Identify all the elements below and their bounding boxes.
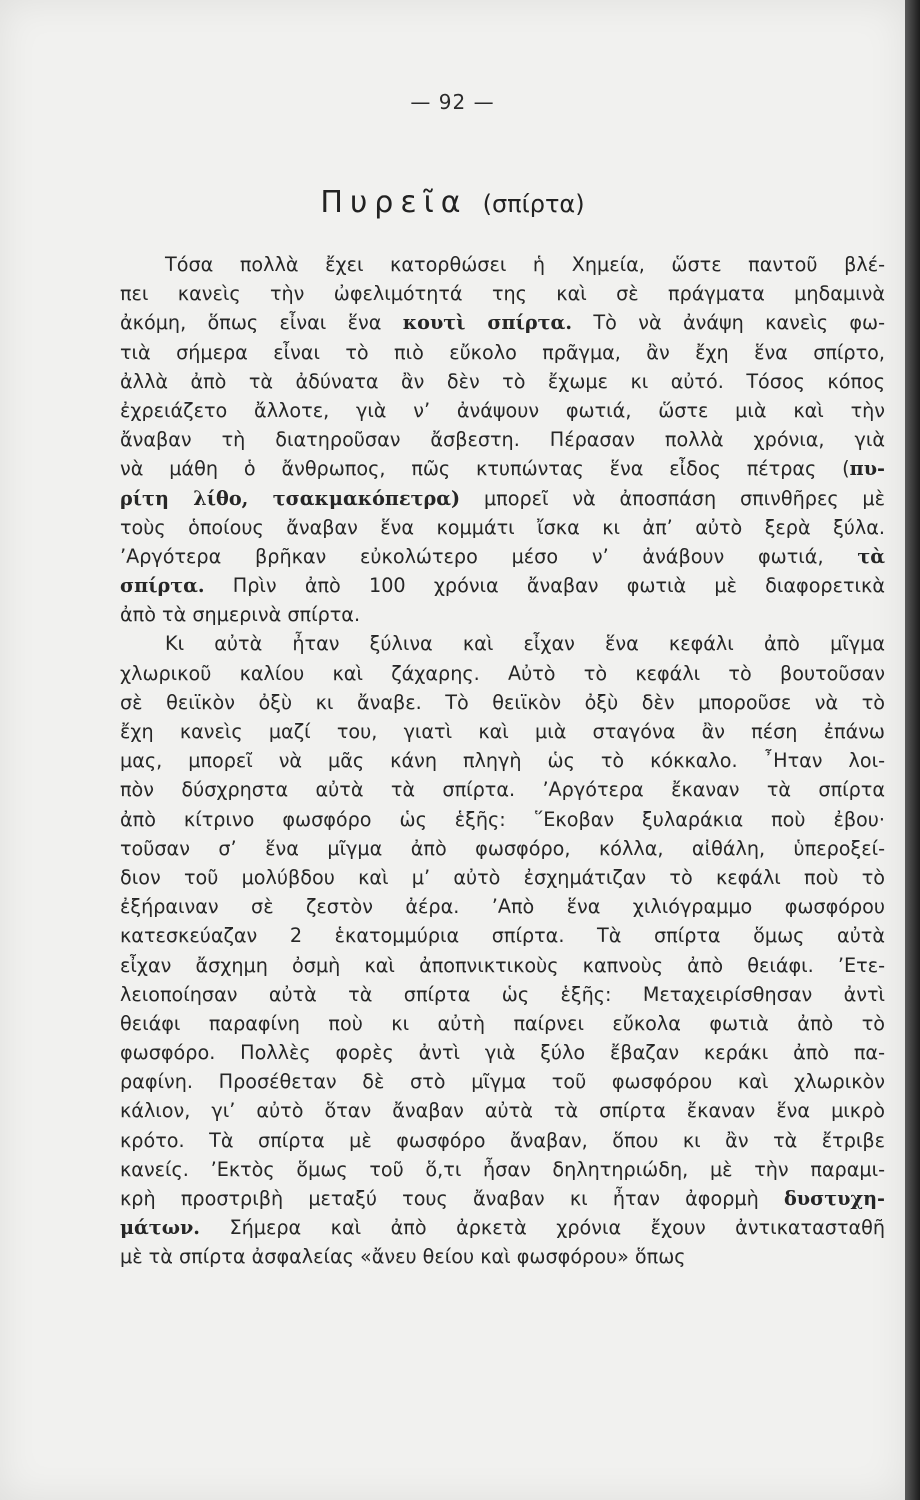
text-run: νὰ μάθη ὁ ἄνθρωπος, πῶς κτυπώντας ἕνα εἶδος πέτρας ( <box>120 457 850 481</box>
text-run: ’Αργότερα βρῆκαν εὐκολώτερο μέσο ν’ ἀνάβουν φωτιά, <box>120 544 858 568</box>
text-run: Κι αὐτὰ ἦταν ξύλινα καὶ εἶχαν ἕνα κεφάλι ἀπὸ μῖγμα <box>165 632 885 656</box>
text-run: χλωρικοῦ καλίου καὶ ζάχαρης. Αὐτὸ τὸ κεφάλι τὸ βουτοῦσαν <box>120 661 885 685</box>
text-line <box>120 396 885 425</box>
title-main: Πυρεῖα <box>320 185 468 220</box>
text-run: λειοποίησαν αὐτὰ τὰ σπίρτα ὡς ἑξῆς: Μεταχειρίσθησαν ἀντὶ <box>120 982 885 1006</box>
text-line <box>120 600 885 629</box>
title-subtitle: (σπίρτα) <box>482 190 585 218</box>
emphasized-text: κουτὶ σπίρτα. <box>402 311 573 335</box>
text-run: Πρὶν ἀπὸ 100 χρόνια ἄναβαν φωτιὰ μὲ διαφορετικὰ <box>204 574 885 598</box>
text-line <box>120 1009 885 1038</box>
text-run: φωσφόρο. Πολλὲς φορὲς ἀντὶ γιὰ ξύλο ἔβαζαν κεράκι ἀπὸ πα- <box>120 1041 885 1065</box>
emphasized-text: δυστυχη- <box>783 1187 885 1210</box>
text-line <box>120 805 885 834</box>
text-line <box>120 863 885 892</box>
text-line <box>120 775 885 804</box>
emphasized-text: τὰ <box>857 544 885 568</box>
text-line <box>120 308 885 337</box>
text-line <box>120 513 885 542</box>
emphasized-text: πυ- <box>849 457 885 481</box>
text-run: μπορεῖ νὰ ἀποσπάση σπινθῆρες μὲ <box>460 486 885 510</box>
text-line <box>120 717 885 746</box>
text-line <box>120 250 885 279</box>
text-line <box>120 454 885 483</box>
text-line <box>120 1242 885 1271</box>
text-run: ἔχη κανεὶς μαζί του, γιατὶ καὶ μιὰ σταγόνα ἂν πέση ἐπάνω <box>120 720 885 743</box>
text-run: μας, μπορεῖ νὰ μᾶς κάνη πληγὴ ὡς τὸ κόκκαλο. ῏Ηταν λοι- <box>120 749 885 773</box>
text-run: εἶχαν ἄσχημη ὀσμὴ καὶ ἀποπνικτικοὺς καπνοὺς ἀπὸ θειάφι. ’Ετε- <box>120 953 885 977</box>
text-line <box>120 1067 885 1096</box>
page-number: — 92 — <box>410 90 495 114</box>
text-line <box>120 980 885 1009</box>
text-run: ραφίνη. Προσέθεταν δὲ στὸ μῖγμα τοῦ φωσφόρου καὶ χλωρικὸν <box>120 1070 885 1094</box>
text-line <box>120 1038 885 1067</box>
text-run: ἐχρειάζετο ἄλλοτε, γιὰ ν’ ἀνάψουν φωτιά, ὥστε μιὰ καὶ τὴν <box>120 398 885 422</box>
text-run: κανείς. ’Εκτὸς ὅμως τοῦ ὅ,τι ἦσαν δηλητηριώδη, μὲ τὴν παραμι- <box>120 1157 885 1181</box>
text-line <box>120 951 885 980</box>
text-line <box>120 1126 885 1155</box>
text-run: Τὸ νὰ ἀνάψη κανεὶς φω- <box>572 311 886 335</box>
text-line <box>120 1096 885 1125</box>
text-run: κρότο. Τὰ σπίρτα μὲ φωσφόρο ἄναβαν, ὅπου κι ἂν τὰ ἔτριβε <box>120 1128 885 1152</box>
text-run: τοῦσαν σ’ ἕνα μῖγμα ἀπὸ φωσφόρο, κόλλα, αἰθάλη, ὑπεροξεί- <box>120 836 885 860</box>
text-line <box>120 629 885 658</box>
text-run: ἀκόμη, ὅπως εἶναι ἕνα <box>120 311 403 335</box>
text-line <box>120 542 885 571</box>
text-run: κάλιον, γι’ αὐτὸ ὅταν ἄναβαν αὐτὰ τὰ σπίρτα ἔκαναν ἕνα μικρὸ <box>120 1099 885 1123</box>
text-line <box>120 1213 885 1242</box>
text-line <box>120 367 885 396</box>
text-run: Τόσα πολλὰ ἔχει κατορθώσει ἡ Χημεία, ὥστε παντοῦ βλέ- <box>165 253 885 276</box>
paragraph <box>120 250 885 629</box>
text-line <box>120 834 885 863</box>
text-run: ἄναβαν τὴ διατηροῦσαν ἄσβεστη. Πέρασαν πολλὰ χρόνια, γιὰ <box>120 428 885 452</box>
text-line <box>120 571 885 600</box>
text-line <box>120 484 885 513</box>
text-line <box>120 921 885 950</box>
body-text <box>120 250 885 1272</box>
text-run: διον τοῦ μολύβδου καὶ μ’ αὐτὸ ἐσχημάτιζαν τὸ κεφάλι ποὺ τὸ <box>120 865 885 889</box>
text-run: ἀπὸ κίτρινο φωσφόρο ὡς ἑξῆς: ῞Εκοβαν ξυλαράκια ποὺ ἐβου· <box>120 807 885 831</box>
text-run: μὲ τὰ σπίρτα ἀσφαλείας «ἄνευ θείου καὶ φωσφόρου» ὅπως <box>120 1245 686 1269</box>
text-line <box>120 279 885 308</box>
text-run: πει κανεὶς τὴν ὠφελιμότητά της καὶ σὲ πράγματα μηδαμινὰ <box>120 282 885 306</box>
text-run: κατεσκεύαζαν 2 ἑκατομμύρια σπίρτα. Τὰ σπίρτα ὅμως αὐτὰ <box>120 924 885 948</box>
text-run: ἐξήραιναν σὲ ζεστὸν ἀέρα. ’Απὸ ἕνα χιλιόγραμμο φωσφόρου <box>120 895 885 919</box>
text-line <box>120 659 885 688</box>
text-line <box>120 338 885 367</box>
emphasized-text: σπίρτα. <box>120 574 205 598</box>
page-edge-shadow <box>905 0 920 1500</box>
text-line <box>120 892 885 921</box>
text-run: ἀλλὰ ἀπὸ τὰ ἀδύνατα ἂν δὲν τὸ ἔχωμε κι αὐτό. Τόσος κόπος <box>120 369 885 393</box>
text-line <box>120 688 885 717</box>
text-run: τιὰ σήμερα εἶναι τὸ πιὸ εὔκολο πρᾶγμα, ἂν ἔχη ἕνα σπίρτο, <box>120 340 885 364</box>
text-run: πὸν δύσχρηστα αὐτὰ τὰ σπίρτα. ’Αργότερα ἔκαναν τὰ σπίρτα <box>120 778 885 802</box>
text-run: κρὴ προστριβὴ μεταξύ τους ἄναβαν κι ἦταν ἀφορμὴ <box>120 1187 784 1210</box>
text-line <box>120 746 885 775</box>
text-line <box>120 425 885 454</box>
text-line <box>120 1184 885 1213</box>
text-run: τοὺς ὁποίους ἄναβαν ἕνα κομμάτι ἴσκα κι ἀπ’ αὐτὸ ξερὰ ξύλα. <box>120 515 885 539</box>
text-run: θειάφι παραφίνη ποὺ κι αὐτὴ παίρνει εὔκολα φωτιὰ ἀπὸ τὸ <box>120 1011 885 1035</box>
paragraph <box>120 629 885 1271</box>
emphasized-text: μάτων. <box>120 1216 200 1240</box>
text-line <box>120 1155 885 1184</box>
text-run: Σήμερα καὶ ἀπὸ ἀρκετὰ χρόνια ἔχουν ἀντικατασταθῆ <box>199 1216 885 1240</box>
text-run: ἀπὸ τὰ σημερινὰ σπίρτα. <box>120 603 361 627</box>
section-title <box>0 185 905 220</box>
emphasized-text: ρίτη λίθο, τσακμακόπετρα) <box>120 486 461 510</box>
text-run: σὲ θειϊκὸν ὀξὺ κι ἄναβε. Τὸ θειϊκὸν ὀξὺ δὲν μποροῦσε νὰ τὸ <box>120 690 885 714</box>
